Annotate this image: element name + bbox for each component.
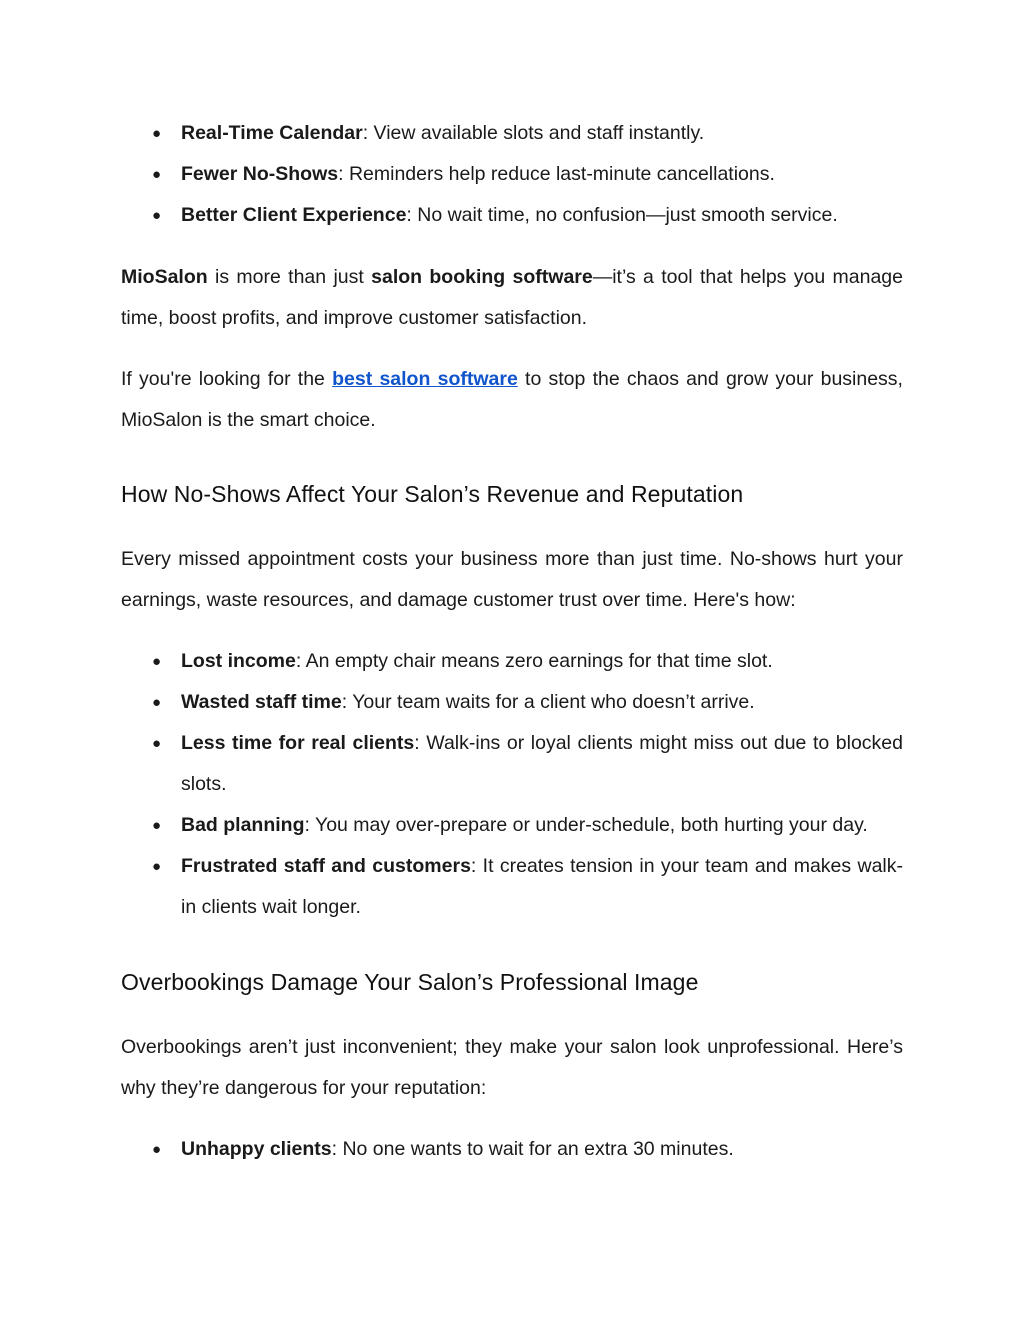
item-text: : An empty chair means zero earnings for that time slot. bbox=[295, 650, 773, 672]
item-text: : It creates tension in your team and makes walk-in clients wait longer. bbox=[181, 855, 903, 918]
item-text: : Your team waits for a client who doesn’t arrive. bbox=[341, 691, 755, 713]
item-text: : You may over-prepare or under-schedule, both hurting your day. bbox=[304, 814, 868, 836]
list-item bbox=[121, 1129, 903, 1170]
list-item bbox=[121, 154, 903, 195]
overbookings-paragraph: Overbookings aren’t just inconvenient; they make your salon look unprofessional. Here’s why they’re dangerous for your reputation: bbox=[121, 1036, 903, 1099]
no-shows-paragraph: Every missed appointment costs your business more than just time. No-shows hurt your earnings, waste resources, and damage customer trust over time. Here's how: bbox=[121, 548, 903, 611]
item-title: Less time for real clients bbox=[181, 732, 415, 754]
bullet-icon: ● bbox=[152, 735, 162, 752]
item-title: Unhappy clients bbox=[181, 1138, 332, 1160]
list-item bbox=[121, 723, 903, 805]
item-text: : View available slots and staff instantly. bbox=[362, 122, 705, 144]
section-heading-overbookings: Overbookings Damage Your Salon’s Professional Image bbox=[121, 969, 699, 995]
best-salon-software-link[interactable]: best salon software bbox=[332, 368, 518, 390]
item-text: : No wait time, no confusion—just smooth service. bbox=[406, 204, 838, 226]
list-item bbox=[121, 805, 903, 846]
no-shows-list bbox=[121, 641, 903, 928]
item-title: Bad planning bbox=[181, 814, 305, 836]
list-item bbox=[121, 682, 903, 723]
bullet-icon: ● bbox=[152, 653, 162, 670]
bullet-icon: ● bbox=[152, 858, 162, 875]
bullet-icon: ● bbox=[152, 817, 162, 834]
keyword-text: salon booking software bbox=[371, 266, 593, 288]
section-heading-no-shows: How No-Shows Affect Your Salon’s Revenue and Reputation bbox=[121, 481, 744, 507]
item-text: : Reminders help reduce last-minute cancellations. bbox=[338, 163, 775, 185]
feature-list bbox=[121, 113, 903, 236]
intro-paragraph bbox=[121, 257, 903, 339]
bullet-icon: ● bbox=[152, 166, 162, 183]
para-text: —it’s a tool that helps you manage time, boost profits, and improve customer satisfaction. bbox=[121, 266, 903, 329]
item-title: Lost income bbox=[181, 650, 296, 672]
overbookings-list bbox=[121, 1129, 903, 1170]
list-item bbox=[121, 113, 903, 154]
para-text: to stop the chaos and grow your business, MioSalon is the smart choice. bbox=[121, 368, 903, 431]
item-title: Fewer No-Shows bbox=[181, 163, 339, 185]
brand-name: MioSalon bbox=[121, 266, 208, 288]
bullet-icon: ● bbox=[152, 207, 162, 224]
item-title: Frustrated staff and customers bbox=[181, 855, 471, 877]
item-title: Better Client Experience bbox=[181, 204, 407, 226]
list-item bbox=[121, 195, 903, 236]
para-text: If you're looking for the bbox=[121, 368, 333, 390]
para-text: is more than just bbox=[207, 266, 372, 288]
bullet-icon: ● bbox=[152, 125, 162, 142]
list-item bbox=[121, 846, 903, 928]
item-text: : Walk-ins or loyal clients might miss out due to blocked slots. bbox=[181, 732, 903, 795]
item-title: Wasted staff time bbox=[181, 691, 342, 713]
item-text: : No one wants to wait for an extra 30 minutes. bbox=[331, 1138, 734, 1160]
list-item bbox=[121, 641, 903, 682]
bullet-icon: ● bbox=[152, 694, 162, 711]
bullet-icon: ● bbox=[152, 1141, 162, 1158]
cta-paragraph bbox=[121, 359, 903, 441]
item-title: Real-Time Calendar bbox=[181, 122, 363, 144]
